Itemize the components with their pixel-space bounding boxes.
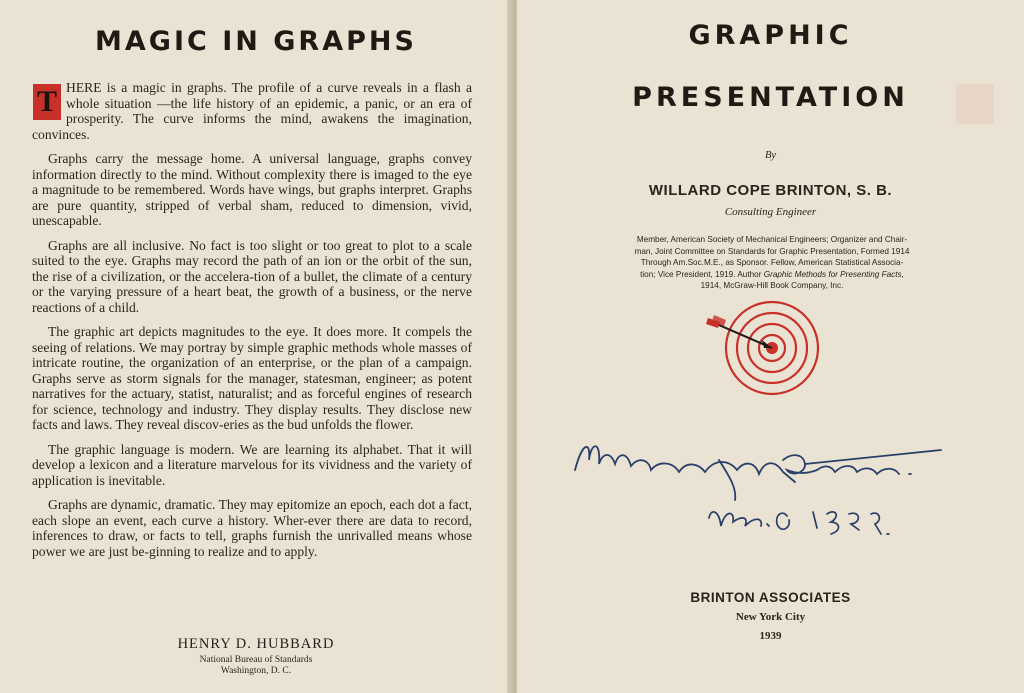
target-arrow-icon bbox=[704, 298, 834, 404]
credits-book-title: Graphic Methods for Presenting Facts, bbox=[763, 269, 904, 279]
publisher-city: New York City bbox=[735, 611, 806, 623]
essay-paragraph bbox=[32, 80, 472, 142]
drop-cap: T bbox=[33, 84, 61, 120]
by-label: By bbox=[764, 150, 777, 161]
author-credits bbox=[592, 234, 952, 292]
left-page-title: MAGIC IN GRAPHS bbox=[95, 26, 417, 57]
essay-paragraph: Graphs are all inclusive. No fact is too slight or too great to plot to a scale suited to the eye. Graphs may record the path of an ion or the orbit of the sun, the rise of a civilization, or the accelera-tion of a bullet, the climate of a century or the varying pressure of a heart beat, the growth of a business, or the nerve reactions of a child. bbox=[32, 237, 472, 315]
essay-paragraph: The graphic art depicts magnitudes to the eye. It does more. It compels the seeing of relations. We may portray by simple graphic methods whole masses of intricate routine, the organization of an enterprise, or the plan of a campaign. Graphs serve as storm signals for the manager, statesman, engineer; as potent narratives for the actuary, statist, naturalist; and as forceful engines of research for science, technology and industry. They display results. They disclose new facts and laws. They reveal discov-eries as the bud unfolds the flower. bbox=[32, 324, 472, 432]
credits-line: 1914, McGraw-Hill Book Company, Inc. bbox=[700, 281, 844, 290]
book-title-line1: GRAPHIC bbox=[688, 20, 853, 51]
attribution-org: National Bureau of Standards bbox=[199, 655, 313, 665]
essay-paragraph: Graphs carry the message home. A universal language, graphs convey information directly to the mind. Without complexity there is imaged to the eye a magnitude to be remembered. Words have wings, but graphs interpret. Graphs are pure quantity, stripped of verbal sham, reduced to dimension, vivid, unescapable. bbox=[32, 151, 472, 228]
publication-year: 1939 bbox=[759, 630, 782, 642]
essay-paragraph: The graphic language is modern. We are learning its alphabet. That it will develop a lexicon and a literature marvelous for its vividness and the variety of application is inevitable. bbox=[32, 441, 472, 488]
paragraph-text: HERE is a magic in graphs. The profile of a curve reveals in a flash a whole situation —the life history of an epidemic, a panic, or an era of prosperity. The curve informs the mind, awakens the imagination, convinces. bbox=[32, 80, 472, 142]
handwritten-signature bbox=[569, 430, 949, 550]
author-role: Consulting Engineer bbox=[724, 206, 817, 218]
book-title-line2: PRESENTATION bbox=[632, 82, 909, 113]
essay-attribution bbox=[0, 636, 512, 676]
attribution-location: Washington, D. C. bbox=[220, 666, 292, 676]
essay-body bbox=[32, 80, 472, 568]
credits-line bbox=[592, 269, 952, 281]
credits-line: man, Joint Committee on Standards for Graphic Presentation, Formed 1914 bbox=[634, 246, 910, 256]
attribution-name: HENRY D. HUBBARD bbox=[177, 636, 335, 652]
credits-line: Through Am.Soc.M.E., as Sponsor. Fellow, American Statistical Associa- bbox=[640, 258, 904, 267]
credits-line: Member, American Society of Mechanical Engineers; Organizer and Chair- bbox=[636, 235, 908, 244]
credits-line-text: tion; Vice President, 1919. Author bbox=[640, 269, 764, 279]
book-author: WILLARD COPE BRINTON, S. B. bbox=[648, 182, 893, 199]
right-page bbox=[517, 0, 1024, 693]
essay-paragraph: Graphs are dynamic, dramatic. They may epitomize an epoch, each dot a fact, each slope an event, each curve a history. Wher-ever there are data to record, inferences to draw, or facts to tell, graphs furnish the unrivalled means whose power we are just be-ginning to realize and to apply. bbox=[32, 497, 472, 559]
publisher-name: BRINTON ASSOCIATES bbox=[690, 590, 851, 605]
